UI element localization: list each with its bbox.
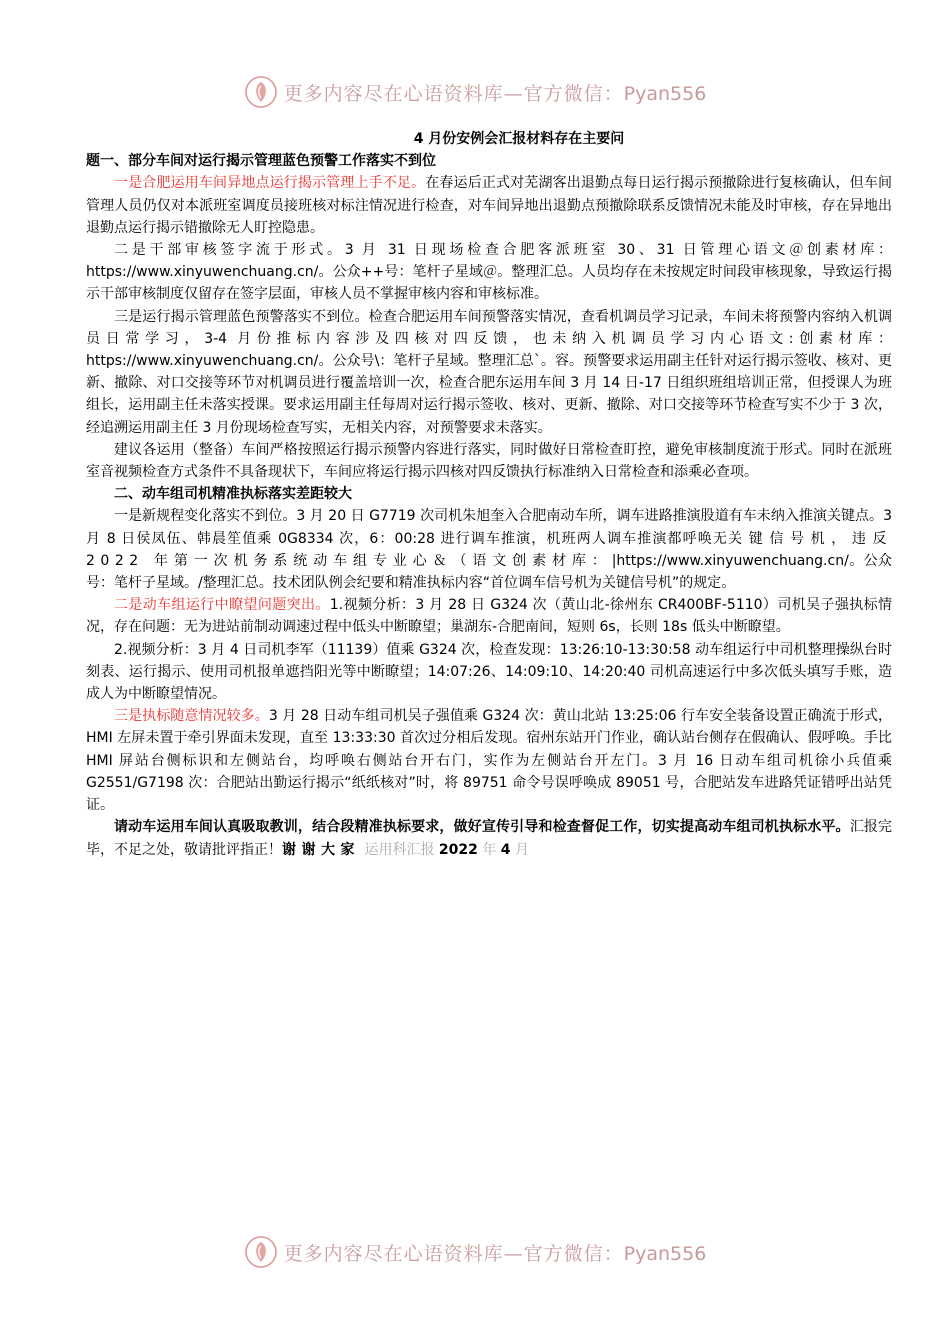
highlight-red-2: 二是动车组运行中瞭望问题突出。 bbox=[114, 597, 330, 614]
banner-text: 更多内容尽在心语资料库—官方微信：Pyan556 bbox=[283, 1242, 707, 1265]
paragraph-3: 三是运行揭示管理蓝色预警落实不到位。检查合肥运用车间预警落实情况，查看机调员学习记录，车间未将预警内容纳入机调员日常学习，3-4 月份推标内容涉及四核对四反馈，也未纳入机调员学习内心语文:创素材库：https://www.xinyuwenchuang.cn/。公众号\：笔杆子星域。整理汇总`。容。预警要求运用副主任针对运行揭示签收、核对、更新、撤除、对口交接等环节对机调员进行覆盖培训一次，检查合肥东运用车间 3 月 14 日-17 日组织班组培训正常，但授课人为班组长，运用副主任未落实授课。要求运用副主任每周对运行揭示签收、核对、更新、撤除、对口交接等环节检查写实不少于 3 次，经追溯运用副主任 3 月份现场检查写实，无相关内容，对预警要求未落实。 bbox=[86, 308, 892, 436]
paragraph-6: 二是动车组运行中瞭望问题突出。1.视频分析：3 月 28 日 G324 次（黄山北-徐州东 CR400BF-5110）司机吴子强执标情况，存在问题：无为进站前制动调速过程中低头中断瞭望；巢湖东-合肥南间，短则 6s，长则 18s 低头中断瞭望。 bbox=[86, 597, 893, 636]
highlight-red-3: 三是执标随意情况较多。 bbox=[114, 708, 269, 725]
header-banner bbox=[0, 72, 950, 112]
section-heading-2: 二、动车组司机精准执标落实差距较大 bbox=[114, 486, 352, 503]
document-title: 4 月份安例会汇报材料存在主要问 bbox=[413, 131, 625, 147]
paragraph-2: 二是干部审核签字流于形式。3 月 31 日现场检查合肥客派班室 30、31 日管理心语文＠创素材库：https://www.xinyuwenchuang.cn/。公众++号：笔杆子星域＠。整理汇总。人员均存在未按规定时间段审核现象，导致运行揭示干部审核制度仅留存在签字层面，审核人员不掌握审核内容和审核标准。 bbox=[86, 242, 892, 303]
document-body bbox=[86, 128, 892, 861]
paragraph-9: 请动车运用车间认真吸取教训，结合段精准执标要求，做好宣传引导和检查督促工作，切实提高动车组司机执标水平。汇报完毕，不足之处，敬请批评指正！谢谢大家 运用科汇报 2022 年 4 月 bbox=[86, 819, 892, 858]
logo-icon bbox=[244, 75, 278, 109]
paragraph-8: 三是执标随意情况较多。3 月 28 日动车组司机吴子强值乘 G324 次：黄山北站 13:25:06 行车安全装备设置正确流于形式，HMI 左屏未置于牵引界面未发现，直至 13:33:30 首次过分相后发现。宿州东站开门作业，确认站台侧存在假确认、假呼唤。手比 HMI 屏站台侧标识和左侧站台，均呼唤右侧站台开右门，实作为左侧站台开左门。3 月 16 日动车组司机徐小兵值乘 G2551/G7198 次：合肥站出勤运行揭示“纸纸核对”时，将 89751 命令号误呼唤成 89051 号，合肥站发车进路凭证错呼出站凭证。 bbox=[86, 708, 892, 814]
banner-wechat: Pyan556 bbox=[623, 1242, 707, 1265]
paragraph-4: 建议各运用（整备）车间严格按照运行揭示预警内容进行落实，同时做好日常检查盯控，避免审核制度流于形式。同时在派班室音视频检查方式条件不具备现状下，车间应将运行揭示四核对四反馈执行标准纳入日常检查和添乘必查项。 bbox=[86, 441, 892, 481]
footer-banner bbox=[0, 1232, 950, 1272]
banner-wechat: Pyan556 bbox=[623, 82, 707, 105]
section-heading-1: 题一、部分车间对运行揭示管理蓝色预警工作落实不到位 bbox=[86, 153, 436, 170]
banner-text: 更多内容尽在心语资料库—官方微信：Pyan556 bbox=[283, 82, 707, 105]
highlight-red-1: 一是合肥运用车间异地点运行揭示管理上手不足。 bbox=[114, 175, 426, 192]
logo-icon bbox=[244, 1235, 278, 1269]
paragraph-7: 2.视频分析：3 月 4 日司机李军（11139）值乘 G324 次，检查发现：13:26:10-13:30:58 动车组运行中司机整理操纵台时刻表、运行揭示、使用司机报单遮挡阳光等中断瞭望；14:07:26、14:09:10、14:20:40 司机高速运行中多次低头填写手账，造成人为中断瞭望情况。 bbox=[86, 641, 892, 703]
thanks-text: 谢谢大家 bbox=[282, 841, 360, 858]
paragraph-1: 一是合肥运用车间异地点运行揭示管理上手不足。在春运后正式对芜湖客出退勤点每日运行揭示预撤除进行复核确认，但车间管理人员仍仅对本派班室调度员接班核对标注情况进行检查，对车间异地出退勤点预撤除联系反馈情况未能及时审核，存在异地出退勤点运行揭示错撤除无人盯控隐患。 bbox=[86, 175, 893, 236]
paragraph-5: 一是新规程变化落实不到位。3 月 20 日 G7719 次司机朱旭奎入合肥南动车所，调车进路推演股道有车未纳入推演关键点。3 月 8 日侯凤伍、韩晨笙值乘 0G8334 次，6：00:28 进行调车推演，机班两人调车推演都呼唤无关键信号机，违反 2022 年第一次机务系统动车组专业心＆（语文创素材库：|https://www.xinyuwenchuang.cn/。公众号：笔杆子星域。/整理汇总。技术团队例会纪要和精准执标内容“首位调车信号机为关键信号机”的规定。 bbox=[86, 508, 893, 592]
